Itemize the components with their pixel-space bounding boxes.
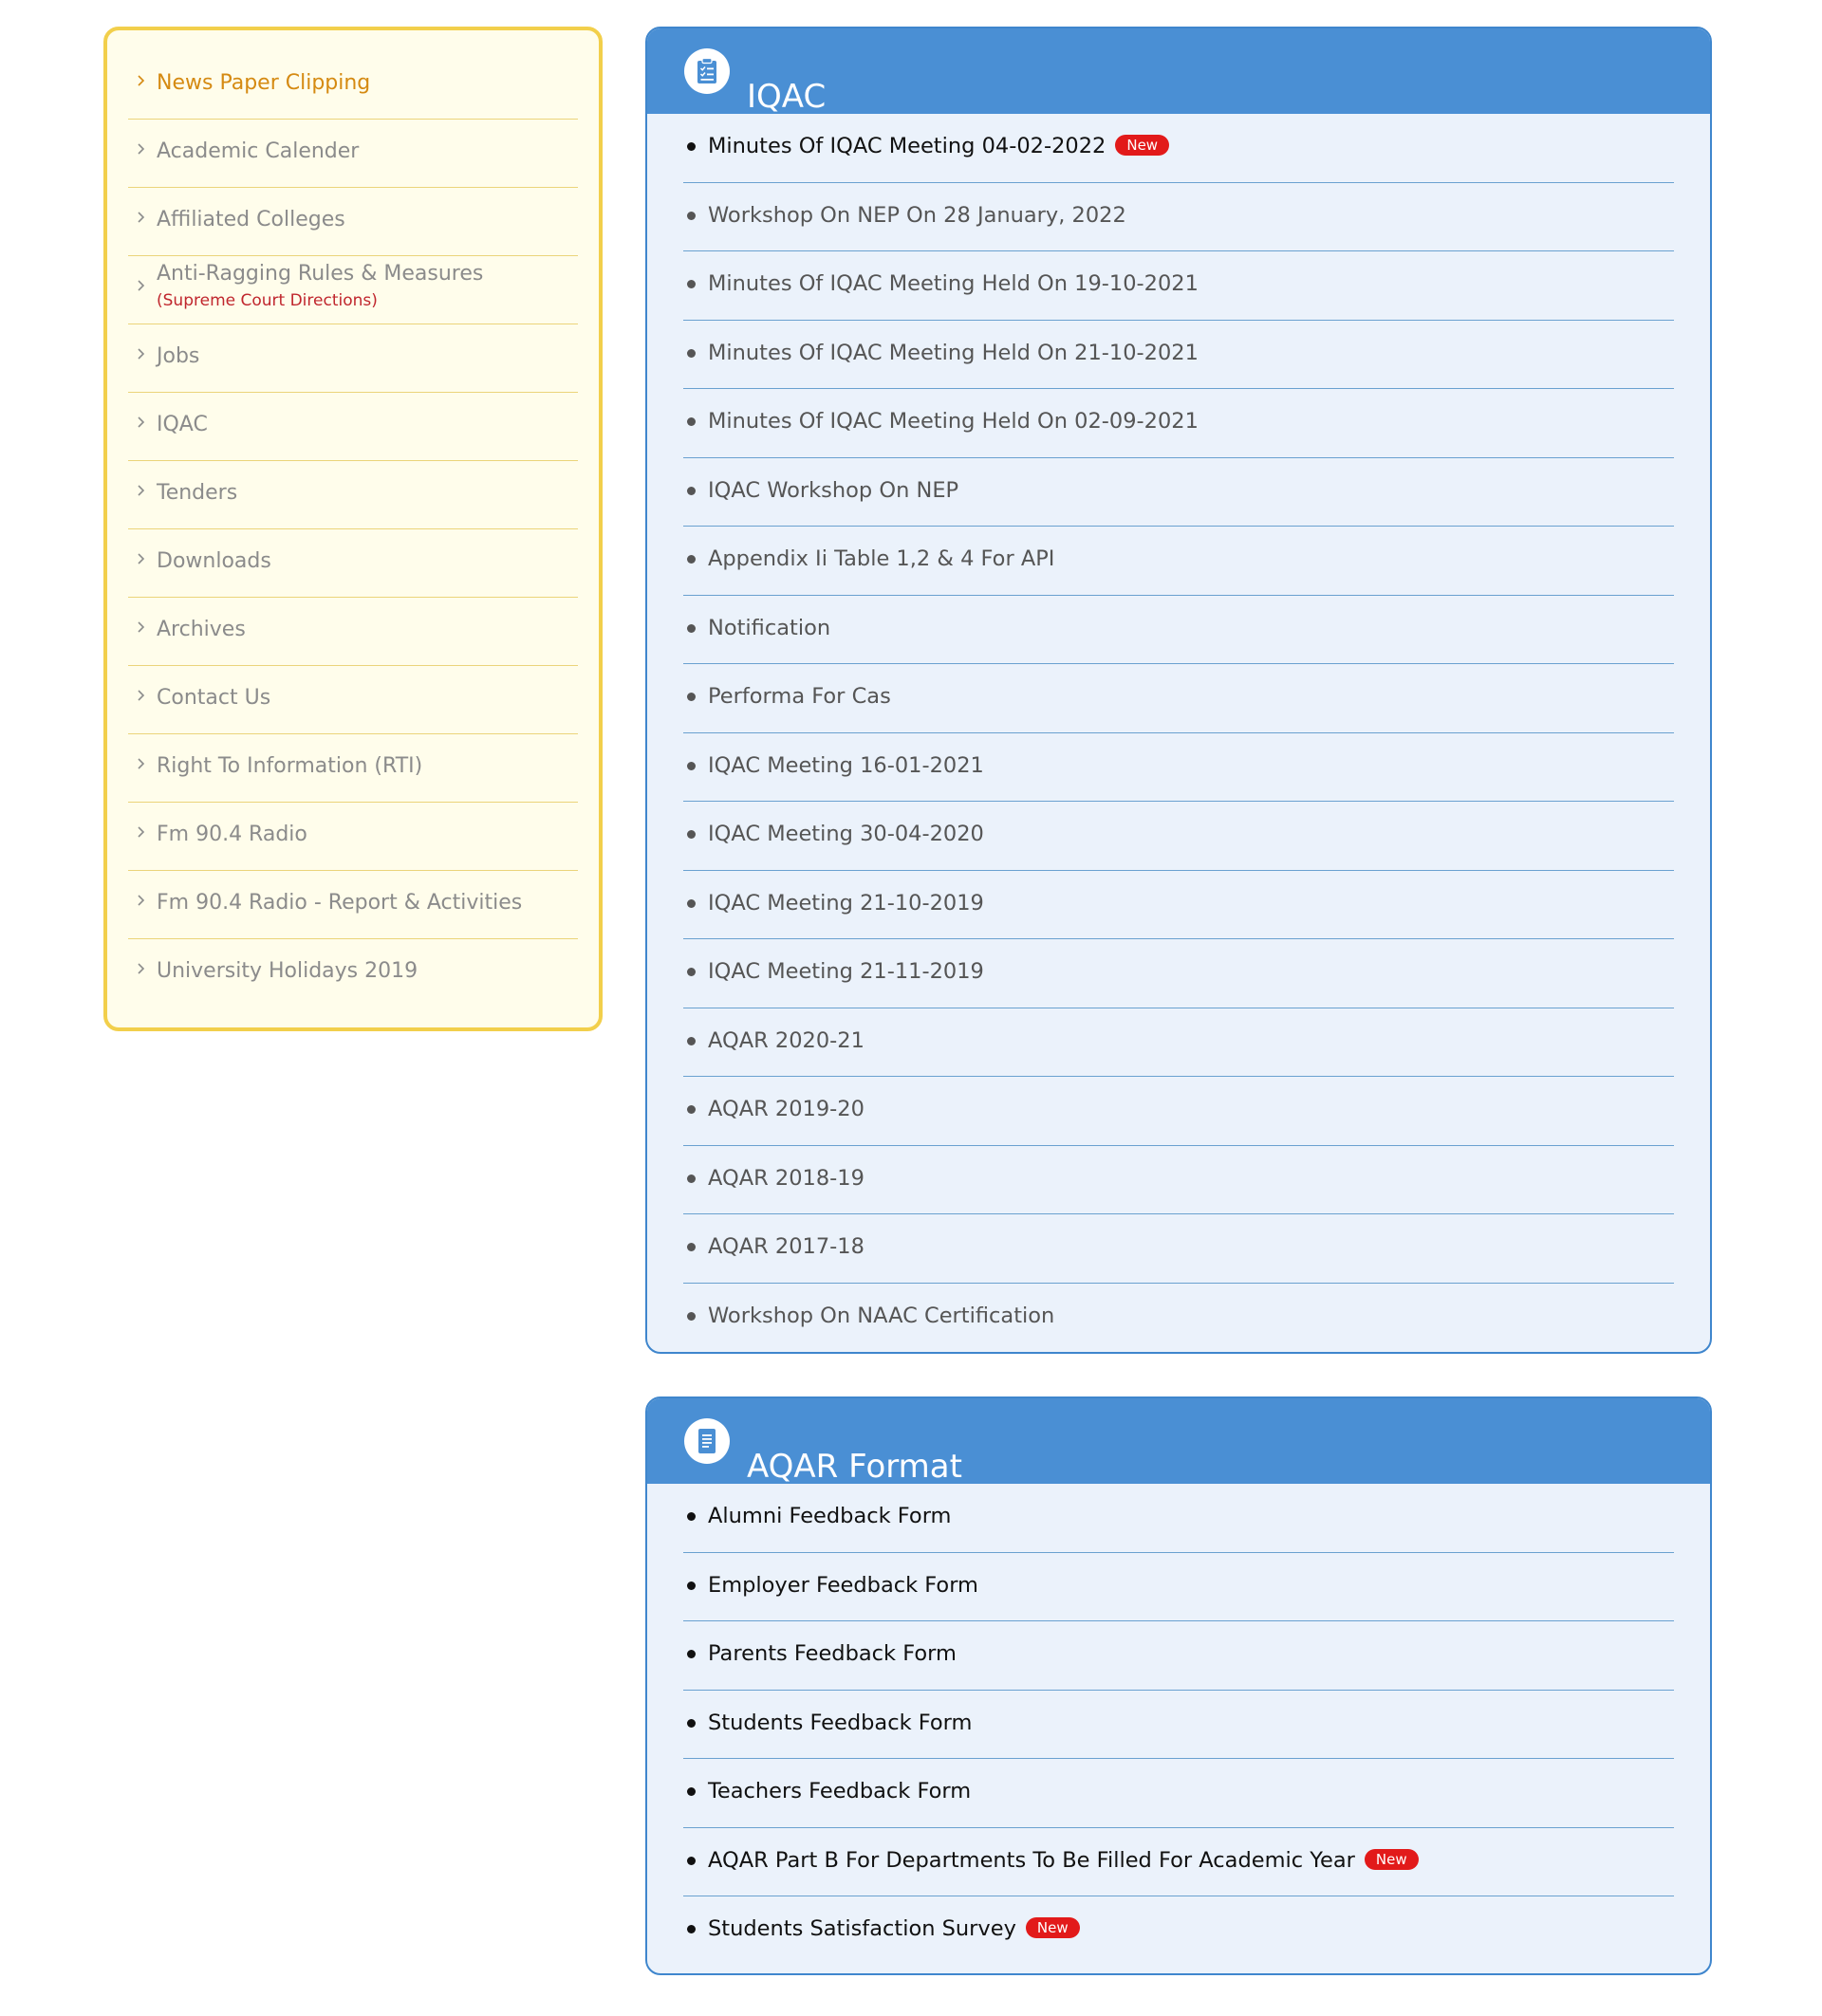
sidebar-item-label[interactable]: Right To Information (RTI) [157,754,423,778]
bullet-icon [687,1857,696,1865]
bullet-icon [687,1174,696,1183]
sidebar-nav [103,27,603,1031]
list-item-link[interactable] [708,1710,972,1736]
list-item-label[interactable]: Alumni Feedback Form [708,1504,952,1528]
list-item[interactable] [683,802,1674,871]
bullet-icon [687,349,696,358]
bullet-icon [687,693,696,701]
new-badge: New [1365,1849,1419,1870]
list-item[interactable] [683,1621,1674,1691]
sidebar-item-fm-90-4-radio[interactable] [128,803,578,871]
bullet-icon [687,1650,696,1658]
bullet-icon [687,968,696,976]
sidebar-item-downloads[interactable] [128,529,578,598]
bullet-icon [687,555,696,564]
list-item-link[interactable] [708,1915,1080,1942]
document-icon [684,1418,730,1464]
list-item-label[interactable]: IQAC Meeting 21-10-2019 [708,890,984,916]
list-item-link[interactable] [708,1503,951,1529]
chevron-right-icon [135,755,148,772]
list-item-link[interactable] [708,1847,1419,1874]
list-item-link[interactable] [708,270,1199,297]
sidebar-item-label[interactable]: Affiliated Colleges [157,208,345,231]
list-item[interactable] [683,871,1674,940]
sidebar-item-label[interactable]: Fm 90.4 Radio [157,823,307,846]
bullet-icon [687,624,696,633]
bullet-icon [687,1581,696,1590]
bullet-icon [687,1925,696,1933]
sidebar-item-label[interactable]: Tenders [157,481,238,505]
chevron-right-icon [135,960,148,977]
list-item[interactable] [683,1484,1674,1553]
list-item-link[interactable] [708,202,1126,229]
chevron-right-icon [135,482,148,499]
list-item-link[interactable] [708,958,984,985]
sidebar-item-right-to-information-rti[interactable] [128,734,578,803]
sidebar-item-label[interactable]: Downloads [157,549,271,573]
sidebar-list [128,51,578,1008]
chevron-right-icon [135,345,148,362]
list-item-link[interactable] [708,1096,865,1122]
sidebar-item-jobs[interactable] [128,324,578,393]
list-item[interactable] [683,1214,1674,1284]
bullet-icon [687,1512,696,1521]
list-item[interactable] [683,596,1674,665]
bullet-icon [687,142,696,151]
list-item-label[interactable]: Minutes Of IQAC Meeting 04-02-2022 [708,134,1106,158]
list-item-label[interactable]: Appendix Ii Table 1,2 & 4 For API [708,546,1055,571]
bullet-icon [687,1719,696,1728]
chevron-right-icon [135,550,148,567]
chevron-right-icon [135,140,148,157]
list-item-label[interactable]: AQAR 2019-20 [708,1097,865,1121]
list-item[interactable] [683,1828,1674,1897]
list-item[interactable] [683,527,1674,596]
list-item-link[interactable] [708,1640,957,1667]
list-item[interactable] [683,733,1674,803]
list-item-label[interactable]: Parents Feedback Form [708,1641,957,1666]
chevron-right-icon [135,414,148,431]
list-item-label[interactable]: Minutes Of IQAC Meeting Held On 19-10-2021 [708,271,1199,296]
list-item[interactable] [683,321,1674,390]
aqar-format-list [647,1484,1710,1966]
sidebar-item-label[interactable]: University Holidays 2019 [157,959,418,983]
list-item-link[interactable] [708,752,984,779]
list-item-label[interactable]: Employer Feedback Form [708,1572,978,1598]
sidebar-item-label[interactable]: Fm 90.4 Radio - Report & Activities [157,891,523,915]
sidebar-item-iqac[interactable] [128,393,578,461]
sidebar-item-label[interactable]: News Paper Clipping [157,71,371,95]
list-item-label[interactable]: Students Satisfaction Survey [708,1916,1016,1941]
list-item[interactable] [683,939,1674,1008]
list-item[interactable] [683,183,1674,252]
bullet-icon [687,487,696,495]
list-item-link[interactable] [708,1778,971,1804]
sidebar-item-affiliated-colleges[interactable] [128,188,578,256]
sidebar-item-archives[interactable] [128,598,578,666]
sidebar-item-contact-us[interactable] [128,666,578,734]
list-item[interactable] [683,1896,1674,1966]
sidebar-item-label[interactable]: Archives [157,618,246,641]
bullet-icon [687,1037,696,1045]
sidebar-item-fm-90-4-radio-report-and-activities[interactable] [128,871,578,939]
clipboard-checklist-icon [684,48,730,94]
list-item-label[interactable]: Notification [708,615,831,640]
list-item-label[interactable]: Students Feedback Form [708,1710,973,1735]
iqac-list [647,114,1710,1352]
list-item-link[interactable] [708,890,984,916]
list-item[interactable] [683,1284,1674,1353]
iqac-panel [645,27,1712,1354]
list-item-link[interactable] [708,477,958,504]
list-item-link[interactable] [708,408,1199,435]
chevron-right-icon [135,209,148,226]
bullet-icon [687,899,696,908]
list-item[interactable] [683,664,1674,733]
chevron-right-icon [135,823,148,841]
list-item[interactable] [683,1008,1674,1078]
list-item-label[interactable]: IQAC Meeting 30-04-2020 [708,822,984,846]
list-item-label[interactable]: AQAR 2018-19 [708,1165,865,1191]
list-item-link[interactable] [708,340,1199,366]
list-item[interactable] [683,1077,1674,1146]
list-item-link[interactable] [708,683,891,710]
bullet-icon [687,417,696,426]
list-item-link[interactable] [708,1303,1054,1329]
bullet-icon [687,280,696,288]
aqar-format-panel-title: AQAR Format [747,1448,962,1487]
sidebar-item-label[interactable]: Jobs [157,344,200,368]
list-item-label[interactable]: Workshop On NAAC Certification [708,1303,1055,1328]
chevron-right-icon [135,277,148,294]
sidebar-item-label[interactable]: Anti-Ragging Rules & Measures [157,262,484,286]
list-item[interactable] [683,1759,1674,1828]
sidebar-item-label[interactable]: Academic Calender [157,139,360,163]
list-item-label[interactable]: IQAC Meeting 21-11-2019 [708,959,984,984]
list-item[interactable] [683,389,1674,458]
bullet-icon [687,1105,696,1114]
bullet-icon [687,1243,696,1251]
list-item-link[interactable] [708,1572,978,1599]
list-item[interactable] [683,1553,1674,1622]
bullet-icon [687,1312,696,1321]
chevron-right-icon [135,72,148,89]
list-item-link[interactable] [708,821,984,847]
list-item-link[interactable] [708,615,830,641]
list-item-label[interactable]: AQAR 2017-18 [708,1234,865,1259]
list-item[interactable] [683,114,1674,183]
list-item-link[interactable] [708,1165,865,1192]
list-item-label[interactable]: Minutes Of IQAC Meeting Held On 21-10-2021 [708,340,1199,365]
iqac-panel-header [647,28,1710,117]
bullet-icon [687,762,696,770]
sidebar-item-news-paper-clipping[interactable] [128,51,578,120]
new-badge: New [1026,1917,1080,1938]
list-item-link[interactable] [708,1027,865,1054]
list-item-label[interactable]: Teachers Feedback Form [708,1779,972,1803]
sidebar-item-sublabel: (Supreme Court Directions) [157,291,378,310]
list-item[interactable] [683,1146,1674,1215]
sidebar-item-academic-calender[interactable] [128,120,578,188]
list-item-link[interactable] [708,133,1169,159]
chevron-right-icon [135,892,148,909]
list-item-link[interactable] [708,546,1054,572]
iqac-panel-title: IQAC [747,78,827,117]
list-item-label[interactable]: Minutes Of IQAC Meeting Held On 02-09-2021 [708,409,1199,434]
bullet-icon [687,830,696,839]
sidebar-item-label[interactable]: IQAC [157,413,208,436]
list-item[interactable] [683,458,1674,527]
list-item[interactable] [683,1691,1674,1760]
sidebar-item-university-holidays-2019[interactable] [128,939,578,1008]
list-item-label[interactable]: AQAR 2020-21 [708,1027,865,1053]
bullet-icon [687,1787,696,1796]
list-item-label[interactable]: AQAR Part B For Departments To Be Filled For Academic Year [708,1847,1355,1873]
list-item-label[interactable]: IQAC Meeting 16-01-2021 [708,752,984,778]
sidebar-item-label[interactable]: Contact Us [157,686,271,710]
list-item-label[interactable]: Workshop On NEP On 28 January, 2022 [708,202,1126,228]
list-item-link[interactable] [708,1233,865,1260]
bullet-icon [687,212,696,220]
list-item[interactable] [683,251,1674,321]
chevron-right-icon [135,687,148,704]
chevron-right-icon [135,619,148,636]
aqar-format-panel [645,1396,1712,1975]
sidebar-item-tenders[interactable] [128,461,578,529]
sidebar-item-anti-ragging-rules-and-measures[interactable] [128,256,578,324]
list-item-label[interactable]: IQAC Workshop On NEP [708,477,959,503]
aqar-format-panel-header [647,1398,1710,1487]
list-item-label[interactable]: Performa For Cas [708,684,891,709]
new-badge: New [1115,135,1169,156]
